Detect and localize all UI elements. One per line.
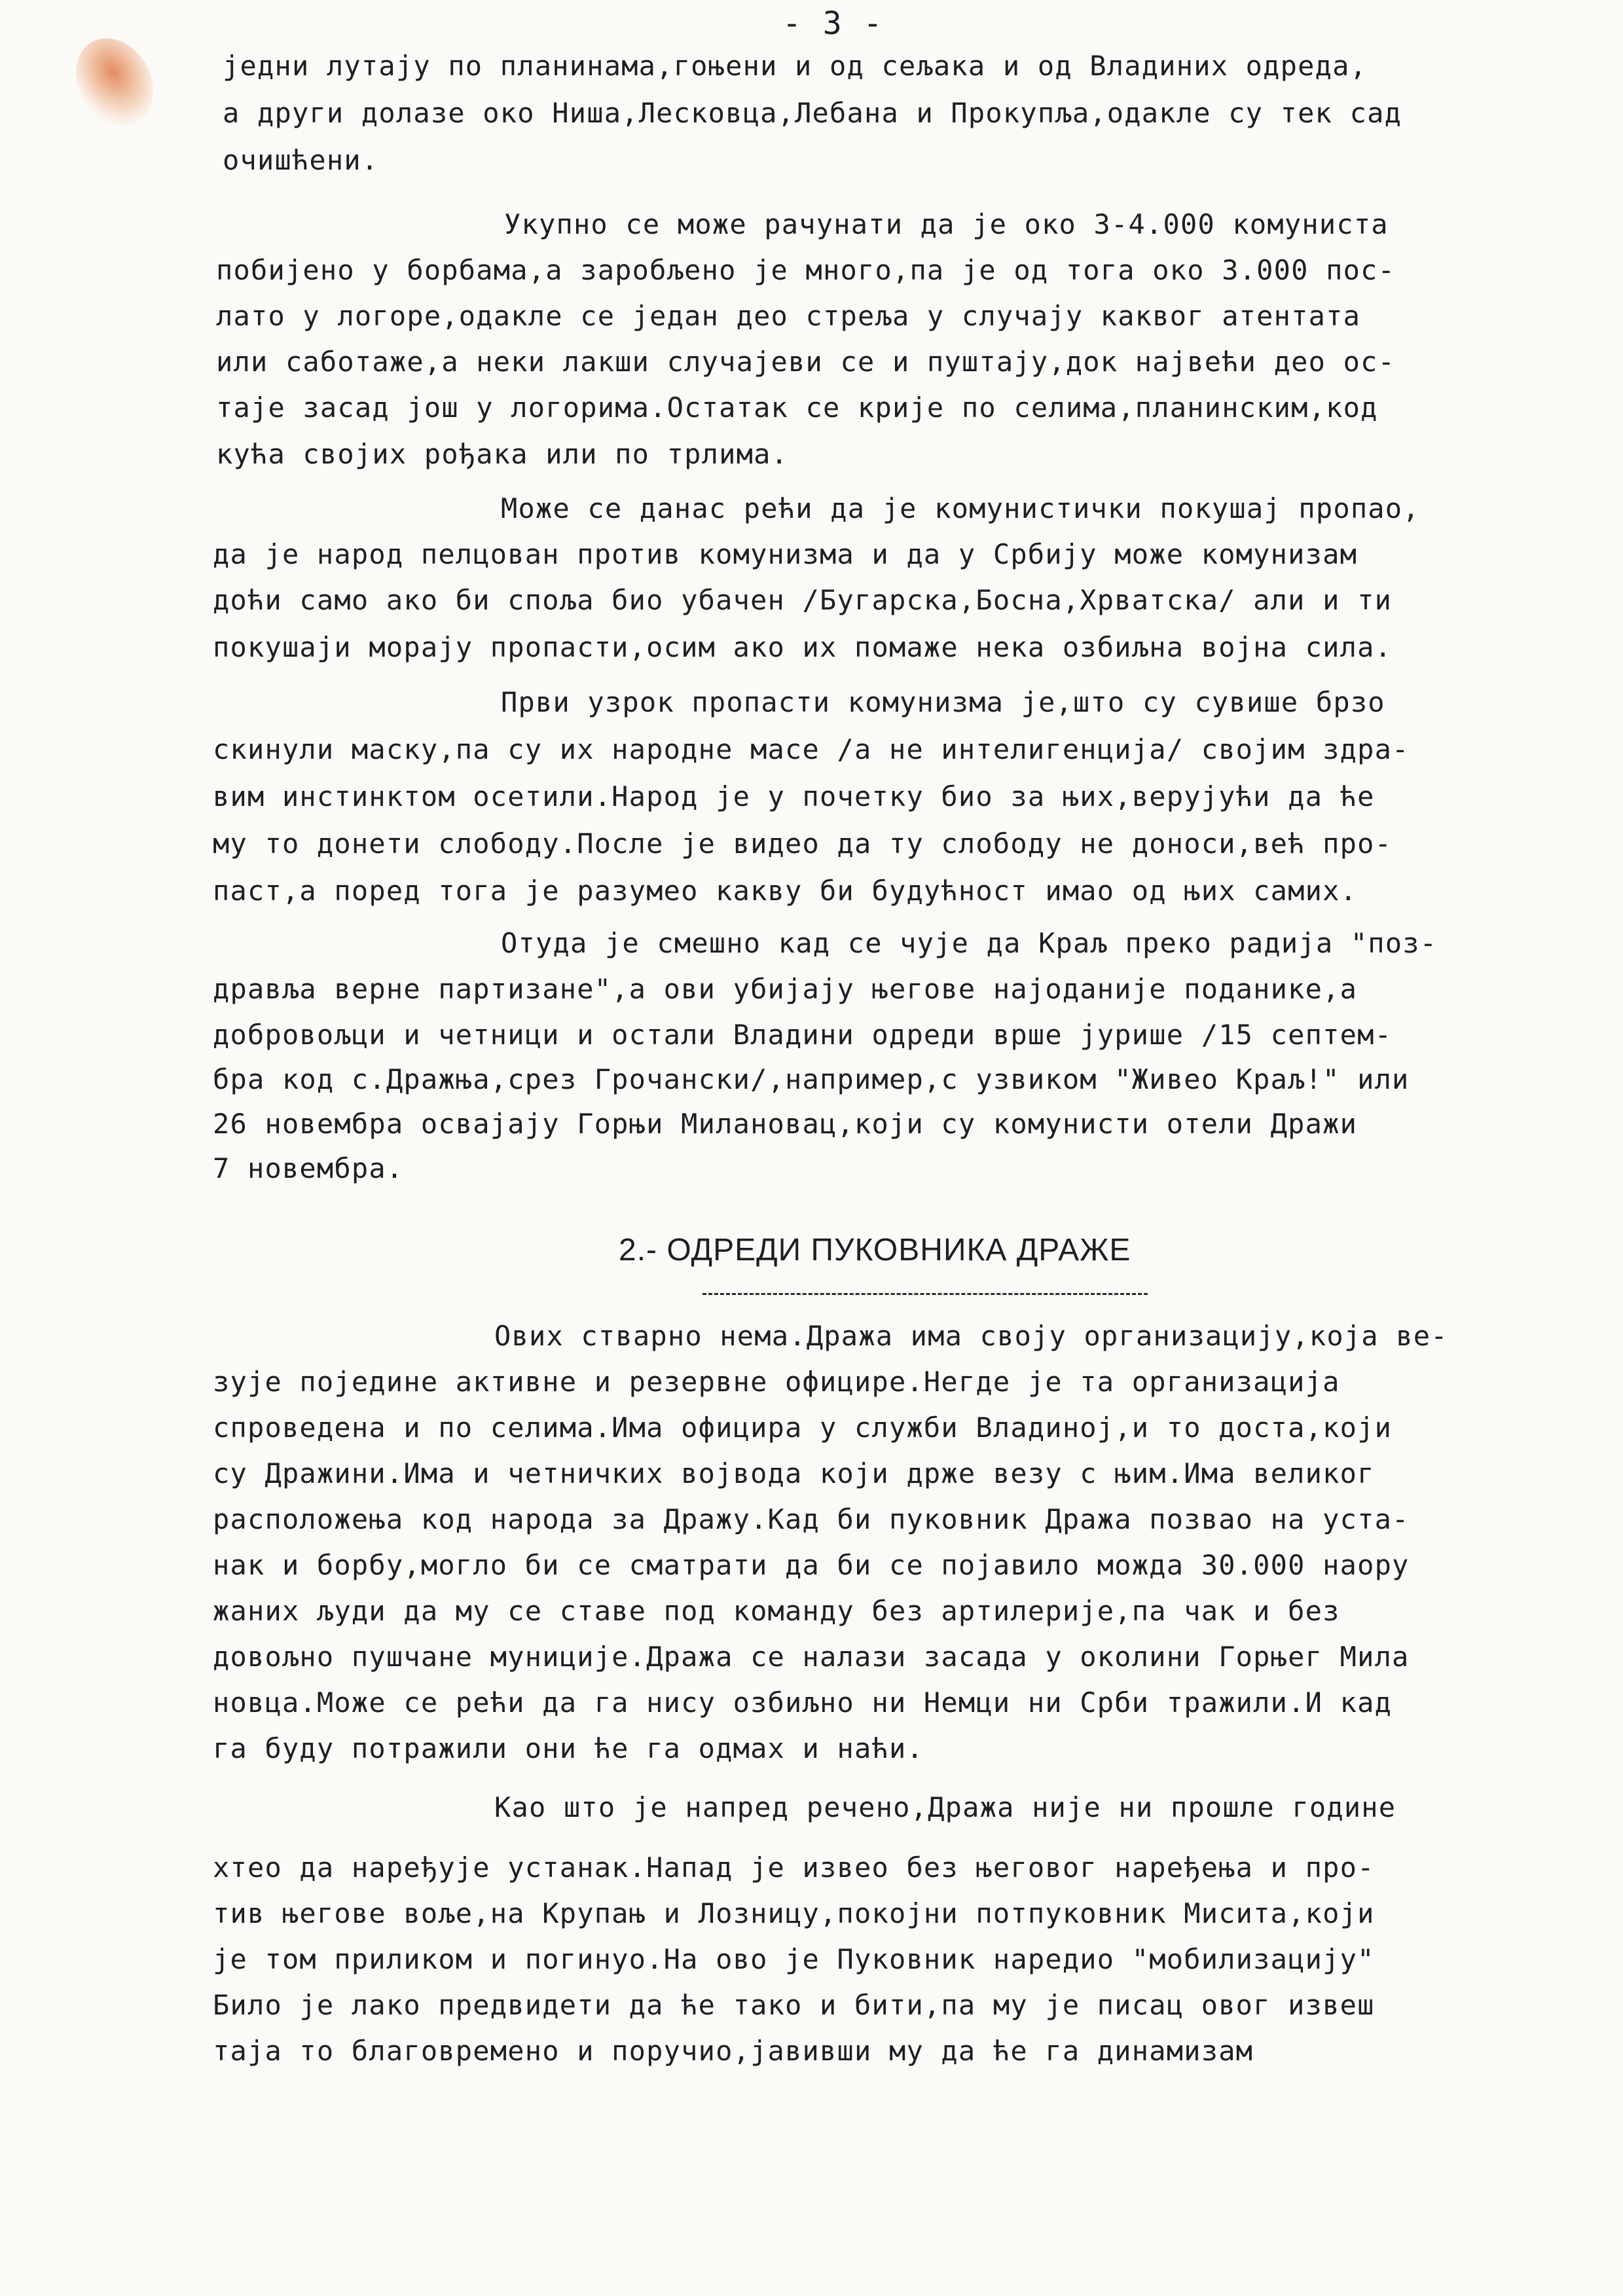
- body-line: очишћени.: [223, 144, 379, 176]
- section-line: Било је лако предвидети да ће тако и бити,па му је писац овог извеш: [213, 1989, 1375, 2021]
- body-line: или саботаже,а неки лакши случајеви се и пуштају,док највећи део ос-: [216, 346, 1396, 378]
- section-line: су Дражини.Има и четничких војвода који држе везу с њим.Има великог: [213, 1457, 1375, 1489]
- body-line: покушаји морају пропасти,осим ако их помаже нека озбиљна војна сила.: [213, 631, 1393, 663]
- section-line: нак и борбу,могло би се сматрати да би се појавило можда 30.000 наору: [213, 1549, 1410, 1581]
- section-line: тив његове воље,на Крупањ и Лозницу,покојни потпуковник Мисита,који: [213, 1897, 1375, 1929]
- body-line: једни лутају по планинама,гоњени и од сељака и од Владиних одреда,: [223, 50, 1368, 82]
- body-line: му то донети слободу.После је видео да ту слободу не доноси,већ про-: [213, 828, 1393, 860]
- section-line: га буду потражили они ће га одмах и наћи.: [213, 1732, 924, 1764]
- body-line: вим инстинктом осетили.Народ је у почетку био за њих,верујући да ће: [213, 780, 1375, 812]
- body-line: Може се данас рећи да је комунистички покушај пропао,: [501, 492, 1420, 524]
- heading-underline: [702, 1293, 1148, 1295]
- section-line: жаних људи да му се ставе под команду без артилерије,па чак и без: [213, 1595, 1340, 1627]
- section-line: расположења код народа за Дражу.Кад би пуковник Дража позвао на уста-: [213, 1503, 1410, 1535]
- body-line: лато у логоре,одакле се један део стреља у случају каквог атентата: [216, 300, 1361, 332]
- section-line: таја то благовремено и поручио,јавивши му да ће га динамизам: [213, 2035, 1254, 2067]
- body-line: побијено у борбама,а заробљено је много,па је од тога око 3.000 пос-: [216, 254, 1396, 286]
- body-line: Отуда је смешно кад се чује да Краљ преко радија "поз-: [501, 927, 1438, 959]
- body-line: добровољци и четници и остали Владини одреди врше јурише /15 септем-: [213, 1019, 1393, 1051]
- body-line: паст,а поред тога је разумео какву би будућност имао од њих самих.: [213, 875, 1358, 907]
- body-line: Укупно се може рачунати да је око 3-4.000 комуниста: [504, 208, 1389, 240]
- section-heading: 2.- ОДРЕДИ ПУКОВНИКА ДРАЖЕ: [619, 1233, 1131, 1267]
- body-line: доћи само ако би споља био убачен /Бугарска,Босна,Хрватска/ али и ти: [213, 584, 1393, 616]
- page-number: - 3 -: [782, 5, 884, 42]
- body-line: бра код с.Дражња,срез Грочански/,например,с узвиком "Живео Краљ!" или: [213, 1063, 1410, 1095]
- section-line: новца.Може се рећи да га нису озбиљно ни Немци ни Срби тражили.И кад: [213, 1686, 1393, 1719]
- body-line: 26 новембра освајају Горњи Милановац,који су комунисти отели Дражи: [213, 1108, 1358, 1140]
- section-line: Као што је напред речено,Дража није ни прошле године: [494, 1791, 1396, 1823]
- body-line: да је народ пелцован против комунизма и да у Србију може комунизам: [213, 538, 1358, 570]
- body-line: а други долазе око Ниша,Лесковца,Лебана и Прокупља,одакле су тек сад: [223, 97, 1402, 129]
- section-line: је том приликом и погинуо.На ово је Пуковник наредио "мобилизацију": [213, 1943, 1375, 1975]
- body-line: кућа својих рођака или по трлима.: [216, 438, 789, 470]
- section-line: зује поједине активне и резервне официре.Негде је та организација: [213, 1366, 1340, 1398]
- body-line: Први узрок пропасти комунизма је,што су сувише брзо: [501, 686, 1385, 718]
- section-line: довољно пушчане муниције.Дража се налази засада у околини Горњег Мила: [213, 1641, 1410, 1673]
- body-line: таје засад још у логорима.Остатак се крије по селима,планинским,код: [216, 392, 1378, 424]
- rust-stain: [60, 24, 168, 139]
- body-line: 7 новембра.: [213, 1152, 404, 1184]
- body-line: скинули маску,па су их народне масе /а не интелигенција/ својим здра-: [213, 733, 1410, 765]
- section-line: спроведена и по селима.Има официра у служби Владиној,и то доста,који: [213, 1412, 1393, 1444]
- section-line: хтео да наређује устанак.Напад је извео без његовог наређења и про-: [213, 1851, 1375, 1884]
- section-line: Ових стварно нема.Дража има своју организацију,која ве-: [494, 1320, 1448, 1352]
- body-line: дравља верне партизане",а ови убијају његове најоданије поданике,а: [213, 973, 1358, 1005]
